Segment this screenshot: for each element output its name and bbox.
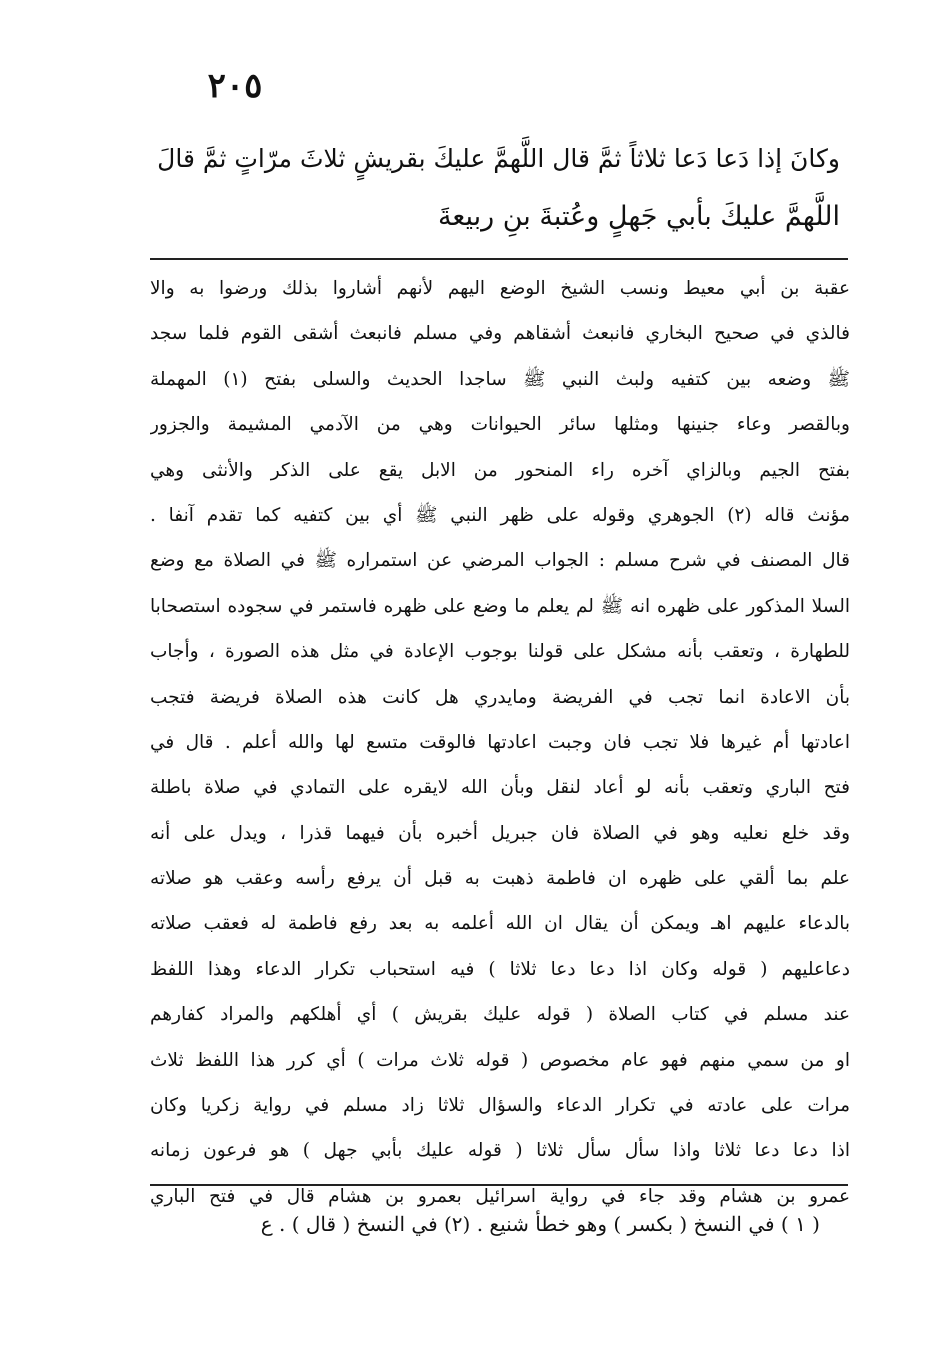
commentary-line: عقبة بن أبي معيط ونسب الشيخ الوضع اليهم لأنهم أشاروا بذلك ورضوا به والا <box>150 278 850 299</box>
main-text-block <box>155 130 840 246</box>
commentary-line: بأن الاعادة انما تجب في الفريضة ومايدري هل كانت هذه الصلاة فريضة فتجب <box>150 686 850 708</box>
commentary-line: مرات على عادته في تكرار الدعاء والسؤال ثلاثا زاد مسلم في رواية زكريا وكان <box>150 1095 850 1117</box>
page-number: ٢٠٥ <box>207 66 263 106</box>
bottom-divider <box>150 1184 848 1186</box>
commentary-line: للطهارة ، وتعقب بأنه مشكل على قولنا بوجوب الإعادة في مثل هذه الصورة ، وأجاب <box>150 641 850 663</box>
commentary-line: فالذي في صحيح البخاري فانبعث أشقاهم وفي مسلم فانبعث أشقى القوم فلما سجد <box>150 323 850 345</box>
commentary-line: عمرو بن هشام وقد جاء في رواية اسرائيل بعمرو بن هشام قال في فتح الباري <box>150 1185 850 1207</box>
commentary-line: عند مسلم في كتاب الصلاة ( قوله عليك بقريش ) أي أهلكهم والمراد كفارهم <box>150 1004 850 1026</box>
commentary-line: علم بما ألقي على ظهره ان فاطمة ذهبت به قبل أن يرفع رأسه وعقب هو صلاته <box>150 868 850 890</box>
commentary-line: دعاعليهم ( قوله وكان اذا دعا دعا ثلاثا ) فيه استحباب تكرار الدعاء وهذا اللفظ <box>150 958 850 980</box>
commentary-line: وقد خلع نعليه وهو في الصلاة فان جبريل أخبره بأن فيهما قذرا ، ويدل على أنه <box>150 822 850 844</box>
commentary-line: بفتح الجيم وبالزاي آخره راء المنحور من الابل يقع على الذكر والأنثى وهي <box>150 459 850 481</box>
commentary-line: السلا المذكور على ظهره انه ﷺ لم يعلم ما وضع على ظهره فاستمر في سجوده استصحابا <box>150 595 850 617</box>
commentary-line: قال المصنف في شرح مسلم : الجواب المرضي عن استمراره ﷺ في الصلاة مع وضع <box>150 550 850 572</box>
commentary-line: وبالقصر وعاء جنينها ومثلها سائر الحيوانات وهي من الآدمي المشيمة والجزور <box>150 414 850 436</box>
commentary-line: اعادتها أم غيرها فلا تجب فان وجبت اعادتها فالوقت متسع لها والله أعلم . قال في <box>150 731 850 753</box>
commentary-block <box>150 266 850 1219</box>
top-divider <box>150 258 848 260</box>
commentary-line: ﷺ وضعه بين كتفيه ولبث النبي ﷺ ساجدا الحديث والسلى بفتح (١) المهملة <box>150 368 850 390</box>
main-text-line: اللَّهمَّ عليكَ بأبي جَهلٍ وعُتبةَ بنِ ربيعةَ <box>437 201 840 232</box>
commentary-line: اذا دعا دعا ثلاثا واذا سأل سأل ثلاثا ( قوله عليك بأبي جهل ) هو فرعون زمانه <box>150 1140 850 1162</box>
commentary-line: او من سمي منهم فهو عام مخصوص ( قوله ثلاث مرات ) أي كرر هذا اللفظ ثلاث <box>150 1049 850 1071</box>
commentary-line: بالدعاء عليهم اهـ ويمكن أن يقال ان الله أعلمه به بعد رفع فاطمة له فعقب صلاته <box>150 913 850 935</box>
footnote: ( ١ ) في النسخ ( بكسر ) وهو خطأ شنيع . (٢) في النسخ ( قال ) . ع <box>260 1212 820 1236</box>
commentary-line: فتح الباري وتعقب بأنه لو أعاد لنقل وبأن الله لايقره على التمادي في صلاة باطلة <box>150 777 850 799</box>
main-text-line: وكانَ إذا دَعا دَعا ثلاثاً ثمَّ قال اللَّهمَّ عليكَ بقريشٍ ثلاثَ مرّاتٍ ثمَّ قالَ <box>157 144 840 173</box>
commentary-line: مؤنث قاله (٢) الجوهري وقوله على ظهر النبي ﷺ أي بين كتفيه كما تقدم آنفا . <box>150 504 850 526</box>
